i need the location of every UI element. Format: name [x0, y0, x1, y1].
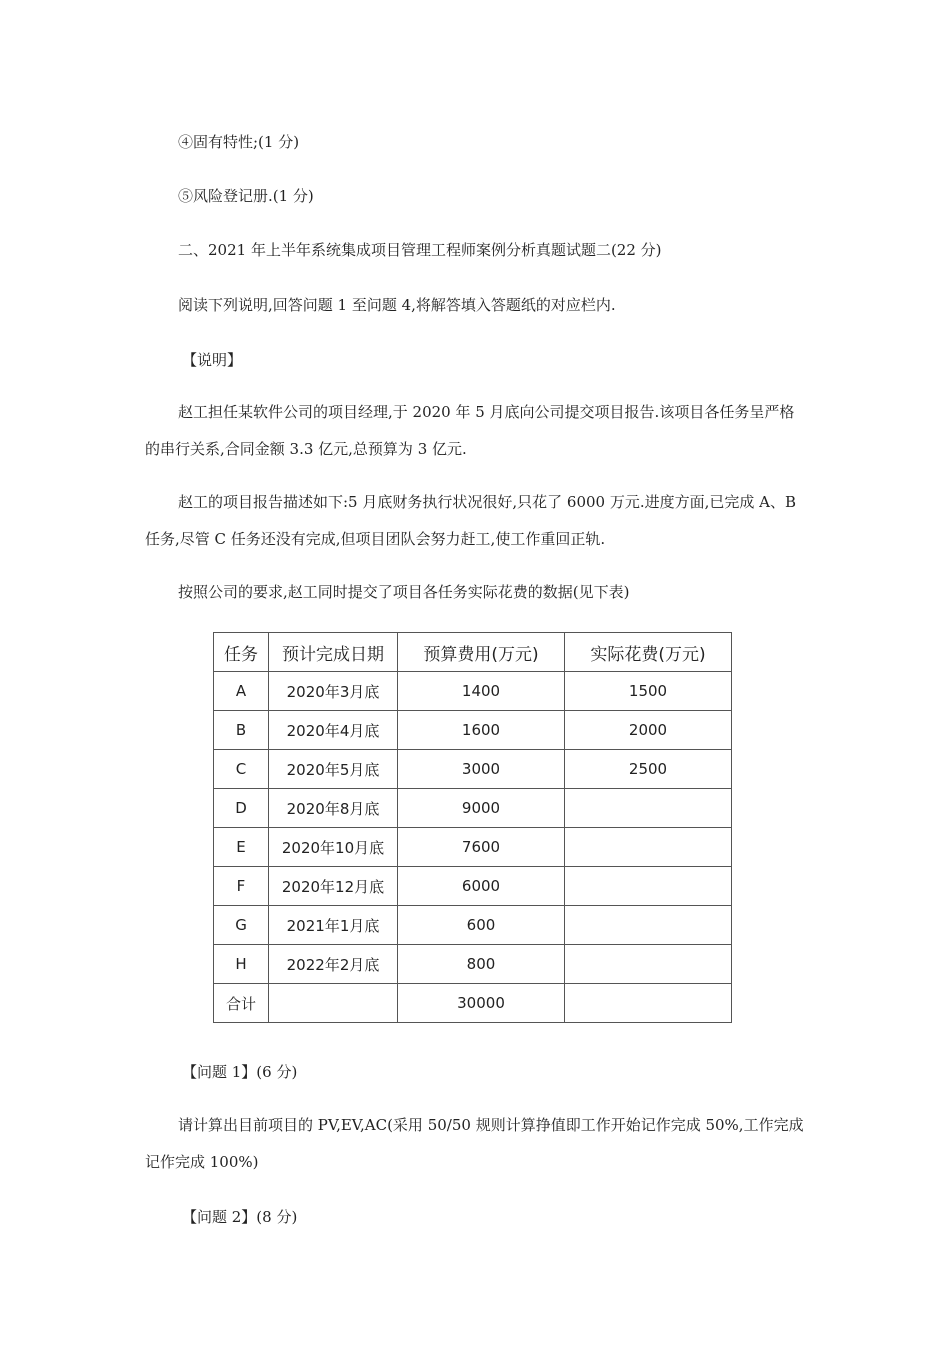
cell-task: G [214, 906, 269, 945]
cell-due-date: 2022年2月底 [269, 945, 398, 984]
task-cost-table [213, 632, 732, 1023]
question-2-header: 【问题 2】(8 分) [182, 1208, 298, 1226]
cell-task: C [214, 750, 269, 789]
cell-task: H [214, 945, 269, 984]
answer-item-5: ⑤风险登记册.(1 分) [178, 187, 314, 205]
cell-due-date: 2021年1月底 [269, 906, 398, 945]
table-row [214, 945, 732, 984]
header-due-date: 预计完成日期 [269, 633, 398, 672]
cell-task: D [214, 789, 269, 828]
cell-actual-cost [565, 789, 732, 828]
cell-budget: 6000 [398, 867, 565, 906]
header-budget: 预算费用(万元) [398, 633, 565, 672]
cell-due-date: 2020年4月底 [269, 711, 398, 750]
cell-task: E [214, 828, 269, 867]
table-row [214, 906, 732, 945]
header-actual-cost: 实际花费(万元) [565, 633, 732, 672]
table-row [214, 711, 732, 750]
cell-task: B [214, 711, 269, 750]
cell-due-date: 2020年5月底 [269, 750, 398, 789]
cell-task: 合计 [214, 984, 269, 1023]
cell-actual-cost [565, 906, 732, 945]
table-row [214, 672, 732, 711]
answer-item-4: ④固有特性;(1 分) [178, 133, 300, 151]
cell-budget: 3000 [398, 750, 565, 789]
explanation-header: 【说明】 [182, 351, 243, 369]
cell-actual-cost: 2500 [565, 750, 732, 789]
cell-due-date [269, 984, 398, 1023]
cell-due-date: 2020年3月底 [269, 672, 398, 711]
description-paragraph-3: 按照公司的要求,赵工同时提交了项目各任务实际花费的数据(见下表) [178, 583, 630, 601]
table-row [214, 750, 732, 789]
cell-actual-cost: 1500 [565, 672, 732, 711]
cell-actual-cost [565, 945, 732, 984]
cell-budget: 1400 [398, 672, 565, 711]
cell-actual-cost [565, 828, 732, 867]
table-header-row [214, 633, 732, 672]
cell-actual-cost [565, 867, 732, 906]
cell-actual-cost [565, 984, 732, 1023]
header-task: 任务 [214, 633, 269, 672]
cell-budget: 7600 [398, 828, 565, 867]
description-paragraph-2: 赵工的项目报告描述如下:5 月底财务执行状况很好,只花了 6000 万元.进度方面,已完成 A、B 任务,尽管 C 任务还没有完成,但项目团队会努力赶工,使工作重回正轨. [145, 493, 797, 548]
cell-budget: 9000 [398, 789, 565, 828]
section-title: 二、2021 年上半年系统集成项目管理工程师案例分析真题试题二(22 分) [178, 241, 662, 259]
cell-budget: 1600 [398, 711, 565, 750]
table-row [214, 828, 732, 867]
cell-budget: 800 [398, 945, 565, 984]
cell-budget: 30000 [398, 984, 565, 1023]
question-1-header: 【问题 1】(6 分) [182, 1063, 298, 1081]
description-paragraph-1: 赵工担任某软件公司的项目经理,于 2020 年 5 月底向公司提交项目报告.该项目各任务呈严格的串行关系,合同金额 3.3 亿元,总预算为 3 亿元. [145, 403, 795, 458]
cell-actual-cost: 2000 [565, 711, 732, 750]
table-total-row [214, 984, 732, 1023]
table-row [214, 867, 732, 906]
cell-task: A [214, 672, 269, 711]
instruction-text: 阅读下列说明,回答问题 1 至问题 4,将解答填入答题纸的对应栏内. [178, 296, 616, 314]
cell-task: F [214, 867, 269, 906]
cell-budget: 600 [398, 906, 565, 945]
cell-due-date: 2020年10月底 [269, 828, 398, 867]
cell-due-date: 2020年12月底 [269, 867, 398, 906]
table-row [214, 789, 732, 828]
question-1-text: 请计算出目前项目的 PV,EV,AC(采用 50/50 规则计算挣值即工作开始记作完成 50%,工作完成记作完成 100%) [145, 1116, 804, 1171]
cell-due-date: 2020年8月底 [269, 789, 398, 828]
